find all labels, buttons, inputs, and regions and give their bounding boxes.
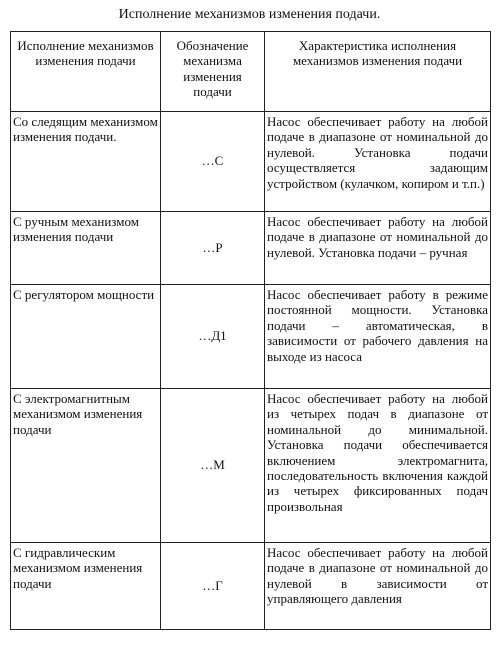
cell-mechanism-description: Насос обеспечивает работу на любой из четырех подач в диапазоне от номинальной до минимальной. Установка подачи обеспечивается включением электромагнита, последовательность включения каждой из четырех фиксированных подач произвольная xyxy=(265,389,491,543)
cell-mechanism-description: Насос обеспечивает работу в режиме постоянной мощности. Установка подачи – автоматическая, в зависимости от рабочего давления на выходе из насоса xyxy=(265,285,491,389)
cell-mechanism-description: Насос обеспечивает работу на любой подаче в диапазоне от номинальной до нулевой. Установка подачи – ручная xyxy=(265,212,491,285)
table-row xyxy=(11,543,491,630)
table-caption: Исполнение механизмов изменения подачи. xyxy=(118,7,381,22)
feed-mechanism-table xyxy=(10,31,491,630)
cell-mechanism-code: …Г xyxy=(161,543,265,630)
cell-mechanism-type: С регулятором мощности xyxy=(11,285,161,389)
cell-mechanism-type: С электромагнитным механизмом изменения подачи xyxy=(11,389,161,543)
cell-mechanism-code: …С xyxy=(161,112,265,212)
table-row xyxy=(11,212,491,285)
cell-mechanism-description: Насос обеспечивает работу на любой подаче в диапазоне от номинальной до нулевой в зависимости от управляющего давления xyxy=(265,543,491,630)
table-header-row xyxy=(11,32,491,112)
cell-mechanism-description: Насос обеспечивает работу на любой подаче в диапазоне от номинальной до нулевой. Установка подачи осуществляется задающим устройством (кулачком, копиром и т.п.) xyxy=(265,112,491,212)
table-row xyxy=(11,285,491,389)
cell-mechanism-code: …Д1 xyxy=(161,285,265,389)
cell-mechanism-code: …М xyxy=(161,389,265,543)
cell-mechanism-type: С гидравлическим механизмом изменения подачи xyxy=(11,543,161,630)
header-mechanism-type: Исполнение механизмов изменения подачи xyxy=(11,32,161,112)
header-mechanism-code: Обозначение механизма изменения подачи xyxy=(161,32,265,112)
cell-mechanism-code: …Р xyxy=(161,212,265,285)
cell-mechanism-type: Со следящим механизмом изменения подачи. xyxy=(11,112,161,212)
cell-mechanism-type: С ручным механизмом изменения подачи xyxy=(11,212,161,285)
header-mechanism-description: Характеристика исполнения механизмов изменения подачи xyxy=(265,32,491,112)
table-row xyxy=(11,389,491,543)
table-row xyxy=(11,112,491,212)
